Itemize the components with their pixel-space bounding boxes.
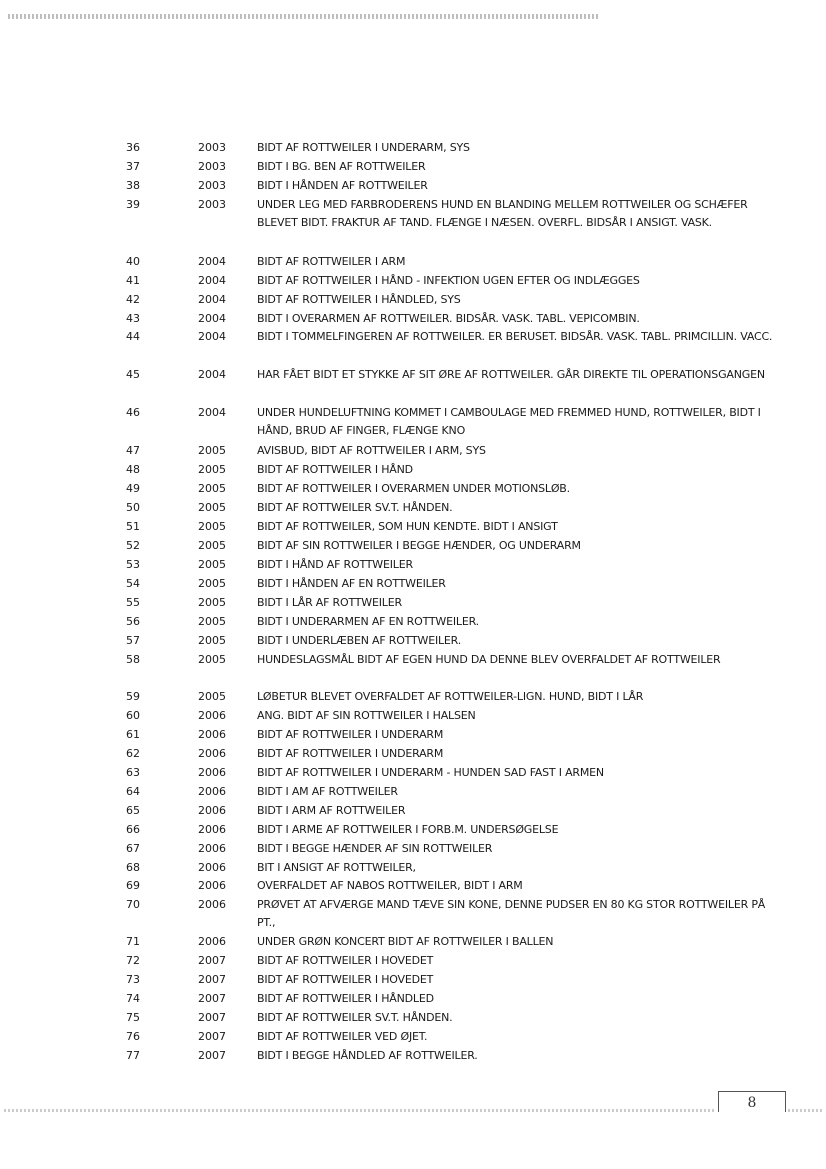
row-year: 2007	[198, 954, 226, 967]
row-year: 2007	[198, 1049, 226, 1062]
row-description: BIDT I ARM AF ROTTWEILER	[257, 804, 406, 817]
row-description: UNDER HUNDELUFTNING KOMMET I CAMBOULAGE MED FREMMED HUND, ROTTWEILER, BIDT I HÅND, BRUD AF FINGER, FLÆNGE KNO	[257, 406, 761, 437]
row-year: 2006	[198, 709, 226, 722]
row-number: 37	[126, 160, 140, 173]
row-year: 2004	[198, 330, 226, 343]
row-number: 42	[126, 293, 140, 306]
row-year: 2004	[198, 274, 226, 287]
row-number: 52	[126, 539, 140, 552]
row-number: 56	[126, 615, 140, 628]
row-description: BIDT AF ROTTWEILER I UNDERARM	[257, 728, 444, 741]
row-year: 2005	[198, 558, 226, 571]
row-description: BIT I ANSIGT AF ROTTWEILER,	[257, 861, 416, 874]
row-year: 2006	[198, 842, 226, 855]
row-description: BIDT I TOMMELFINGEREN AF ROTTWEILER. ER BERUSET. BIDSÅR. VASK. TABL. PRIMCILLIN. VACC.	[257, 330, 773, 343]
footer-rule-left	[4, 1109, 716, 1112]
row-description: BIDT I BG. BEN AF ROTTWEILER	[257, 160, 426, 173]
row-year: 2003	[198, 198, 226, 211]
row-description: UNDER LEG MED FARBRODERENS HUND EN BLANDING MELLEM ROTTWEILER OG SCHÆFER BLEVET BIDT. FRAKTUR AF TAND. FLÆNGE I NÆSEN. OVERFL. BIDSÅR I ANSIGT. VASK.	[257, 198, 748, 229]
row-description: BIDT AF ROTTWEILER SV.T. HÅNDEN.	[257, 501, 453, 514]
row-number: 51	[126, 520, 140, 533]
row-year: 2005	[198, 482, 226, 495]
row-year: 2005	[198, 690, 226, 703]
row-number: 54	[126, 577, 140, 590]
row-description: PRØVET AT AFVÆRGE MAND TÆVE SIN KONE, DENNE PUDSER EN 80 KG STOR ROTTWEILER PÅ PT.,	[257, 898, 766, 929]
row-description: LØBETUR BLEVET OVERFALDET AF ROTTWEILER-LIGN. HUND, BIDT I LÅR	[257, 690, 644, 703]
row-year: 2004	[198, 293, 226, 306]
row-description: BIDT I BEGGE HÆNDER AF SIN ROTTWEILER	[257, 842, 493, 855]
row-description: BIDT AF ROTTWEILER I ARM	[257, 255, 406, 268]
row-description: BIDT AF ROTTWEILER, SOM HUN KENDTE. BIDT I ANSIGT	[257, 520, 558, 533]
row-year: 2003	[198, 141, 226, 154]
row-year: 2005	[198, 444, 226, 457]
row-year: 2005	[198, 577, 226, 590]
row-description: BIDT AF ROTTWEILER I HÅNDLED	[257, 992, 434, 1005]
row-number: 77	[126, 1049, 140, 1062]
row-number: 73	[126, 973, 140, 986]
row-year: 2004	[198, 255, 226, 268]
row-description: BIDT I LÅR AF ROTTWEILER	[257, 596, 402, 609]
row-description: BIDT I HÅND AF ROTTWEILER	[257, 558, 413, 571]
row-description: AVISBUD, BIDT AF ROTTWEILER I ARM, SYS	[257, 444, 486, 457]
row-year: 2004	[198, 312, 226, 325]
row-number: 63	[126, 766, 140, 779]
page-number: 8	[747, 1095, 757, 1111]
row-number: 41	[126, 274, 140, 287]
row-number: 57	[126, 634, 140, 647]
row-number: 68	[126, 861, 140, 874]
row-description: BIDT I HÅNDEN AF ROTTWEILER	[257, 179, 428, 192]
row-description: BIDT I UNDERARMEN AF EN ROTTWEILER.	[257, 615, 479, 628]
row-number: 36	[126, 141, 140, 154]
row-year: 2005	[198, 615, 226, 628]
row-year: 2003	[198, 160, 226, 173]
row-year: 2006	[198, 728, 226, 741]
row-year: 2007	[198, 973, 226, 986]
row-year: 2005	[198, 463, 226, 476]
row-number: 61	[126, 728, 140, 741]
row-description: BIDT AF ROTTWEILER I UNDERARM, SYS	[257, 141, 470, 154]
row-year: 2007	[198, 992, 226, 1005]
row-description: BIDT AF ROTTWEILER I OVERARMEN UNDER MOTIONSLØB.	[257, 482, 570, 495]
row-description: HUNDESLAGSMÅL BIDT AF EGEN HUND DA DENNE BLEV OVERFALDET AF ROTTWEILER	[257, 653, 721, 666]
row-description: BIDT AF ROTTWEILER I HÅNDLED, SYS	[257, 293, 461, 306]
row-year: 2005	[198, 501, 226, 514]
row-year: 2005	[198, 634, 226, 647]
row-number: 72	[126, 954, 140, 967]
row-number: 75	[126, 1011, 140, 1024]
row-number: 55	[126, 596, 140, 609]
row-number: 44	[126, 330, 140, 343]
row-year: 2006	[198, 898, 226, 911]
row-number: 76	[126, 1030, 140, 1043]
row-number: 60	[126, 709, 140, 722]
row-year: 2005	[198, 539, 226, 552]
row-description: BIDT AF ROTTWEILER I UNDERARM - HUNDEN SAD FAST I ARMEN	[257, 766, 604, 779]
row-year: 2003	[198, 179, 226, 192]
row-description: BIDT I AM AF ROTTWEILER	[257, 785, 398, 798]
row-description: BIDT I OVERARMEN AF ROTTWEILER. BIDSÅR. VASK. TABL. VEPICOMBIN.	[257, 312, 640, 325]
row-year: 2005	[198, 653, 226, 666]
row-description: ANG. BIDT AF SIN ROTTWEILER I HALSEN	[257, 709, 476, 722]
row-year: 2006	[198, 879, 226, 892]
row-number: 69	[126, 879, 140, 892]
row-year: 2006	[198, 766, 226, 779]
row-year: 2007	[198, 1030, 226, 1043]
row-description: BIDT AF ROTTWEILER I HÅND	[257, 463, 413, 476]
row-number: 58	[126, 653, 140, 666]
row-number: 40	[126, 255, 140, 268]
footer-rule-right	[788, 1109, 822, 1112]
row-number: 38	[126, 179, 140, 192]
row-number: 50	[126, 501, 140, 514]
row-description: BIDT AF ROTTWEILER VED ØJET.	[257, 1030, 428, 1043]
row-description: OVERFALDET AF NABOS ROTTWEILER, BIDT I ARM	[257, 879, 523, 892]
row-number: 49	[126, 482, 140, 495]
row-year: 2006	[198, 747, 226, 760]
row-number: 59	[126, 690, 140, 703]
row-number: 39	[126, 198, 140, 211]
row-number: 66	[126, 823, 140, 836]
row-year: 2006	[198, 804, 226, 817]
row-number: 64	[126, 785, 140, 798]
row-number: 48	[126, 463, 140, 476]
row-number: 53	[126, 558, 140, 571]
row-description: BIDT I BEGGE HÅNDLED AF ROTTWEILER.	[257, 1049, 478, 1062]
row-number: 62	[126, 747, 140, 760]
row-year: 2006	[198, 823, 226, 836]
row-description: UNDER GRØN KONCERT BIDT AF ROTTWEILER I BALLEN	[257, 935, 554, 948]
row-description: BIDT AF ROTTWEILER I HOVEDET	[257, 954, 434, 967]
row-number: 67	[126, 842, 140, 855]
row-number: 46	[126, 406, 140, 419]
row-year: 2005	[198, 520, 226, 533]
row-year: 2005	[198, 596, 226, 609]
row-number: 74	[126, 992, 140, 1005]
row-year: 2006	[198, 785, 226, 798]
row-number: 45	[126, 368, 140, 381]
row-number: 47	[126, 444, 140, 457]
row-number: 65	[126, 804, 140, 817]
row-number: 43	[126, 312, 140, 325]
row-description: BIDT AF ROTTWEILER I HÅND - INFEKTION UGEN EFTER OG INDLÆGGES	[257, 274, 640, 287]
row-year: 2004	[198, 368, 226, 381]
row-year: 2006	[198, 861, 226, 874]
row-description: BIDT I HÅNDEN AF EN ROTTWEILER	[257, 577, 446, 590]
row-year: 2006	[198, 935, 226, 948]
row-description: BIDT AF ROTTWEILER SV.T. HÅNDEN.	[257, 1011, 453, 1024]
row-description: BIDT AF SIN ROTTWEILER I BEGGE HÆNDER, OG UNDERARM	[257, 539, 581, 552]
row-number: 71	[126, 935, 140, 948]
row-description: BIDT I UNDERLÆBEN AF ROTTWEILER.	[257, 634, 462, 647]
row-year: 2007	[198, 1011, 226, 1024]
row-description: HAR FÅET BIDT ET STYKKE AF SIT ØRE AF ROTTWEILER. GÅR DIREKTE TIL OPERATIONSGANGEN	[257, 368, 765, 381]
row-description: BIDT AF ROTTWEILER I UNDERARM	[257, 747, 444, 760]
row-number: 70	[126, 898, 140, 911]
row-description: BIDT AF ROTTWEILER I HOVEDET	[257, 973, 434, 986]
row-year: 2004	[198, 406, 226, 419]
row-description: BIDT I ARME AF ROTTWEILER I FORB.M. UNDERSØGELSE	[257, 823, 559, 836]
